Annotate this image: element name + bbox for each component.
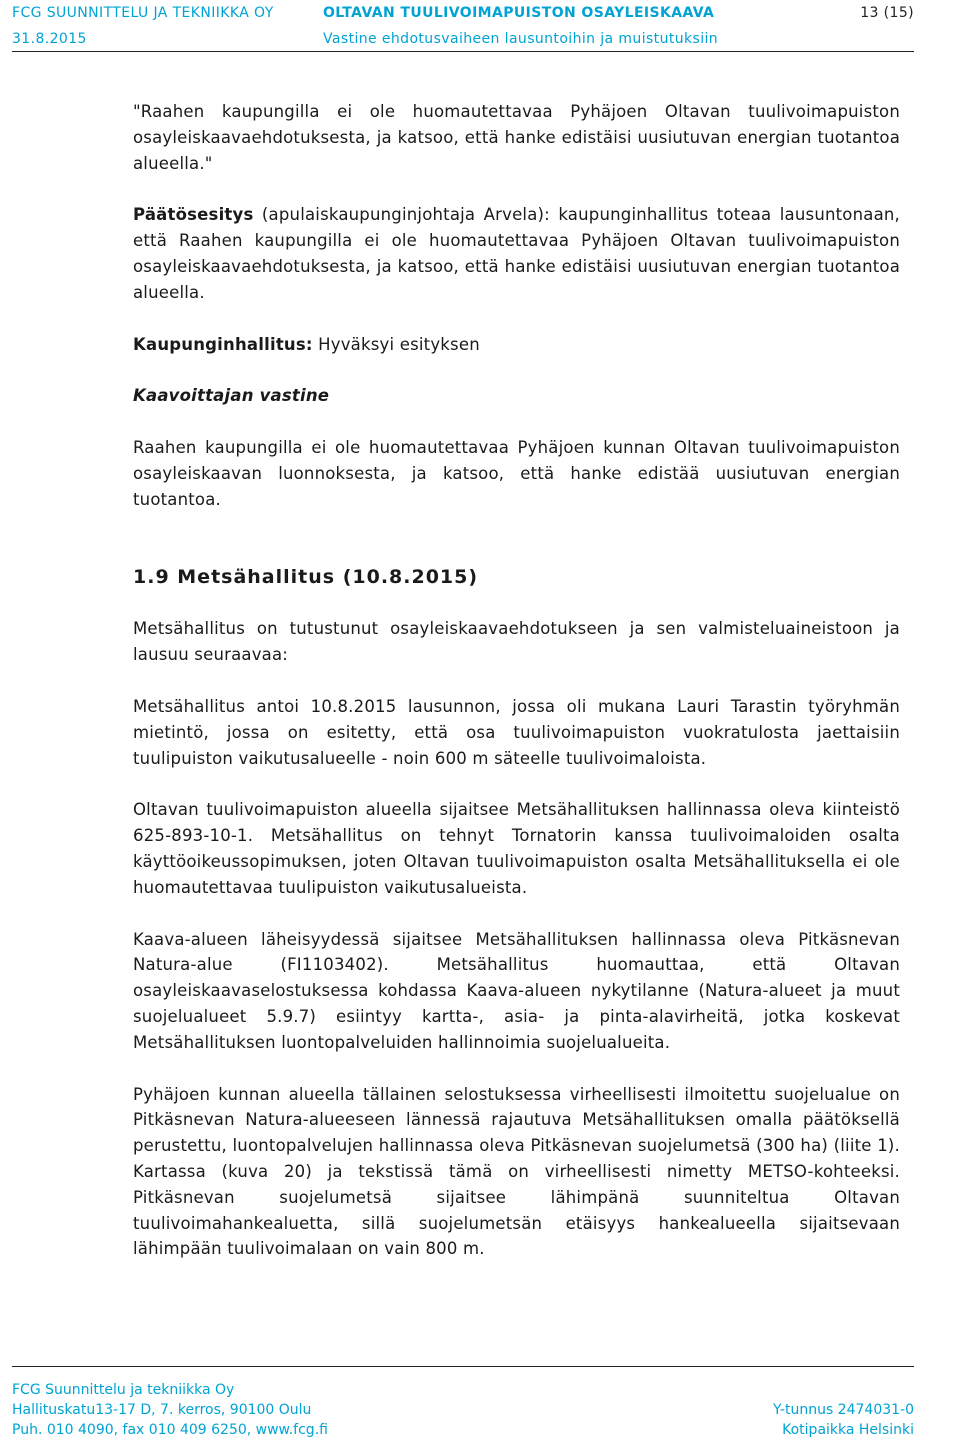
board-label: Kaupunginhallitus: — [133, 334, 313, 354]
page-header — [12, 0, 914, 52]
document-body — [133, 99, 900, 1262]
paragraph-4: Kaava-alueen läheisyydessä sijaitsee Metsähallituksen hallinnassa oleva Pitkäsnevan Natura-alue (FI1103402). Metsähallitus huomauttaa, että Oltavan osayleiskaavaselostuksessa kohdassa Kaava-alueen nykytilanne (Natura-alueet ja muut suojelualueet 5.9.7) esiintyy kartta-, asia- ja pinta-alavirheitä, jotka koskevat Metsähallituksen luontopalveluiden hallinnoimia suojelualueita. — [133, 929, 900, 1052]
proposal-text: (apulaiskaupunginjohtaja Arvela): kaupunginhallitus toteaa lausuntonaan, että Raahen kaupungilla ei ole huomautettavaa Pyhäjoen Oltavan tuulivoimapuiston osayleiskaavaehdotuksesta, ja katsoo, että hanke edistäisi uusiutuvan energian tuotantoa alueella. — [133, 205, 900, 302]
footer-address: Hallituskatu13-17 D, 7. kerros, 90100 Oulu — [12, 1402, 312, 1418]
footer-contact: Puh. 010 4090, fax 010 409 6250, www.fcg.fi — [12, 1422, 328, 1438]
section-heading: 1.9 Metsähallitus (10.8.2015) — [133, 565, 479, 588]
paragraph-1: Metsähallitus on tutustunut osayleiskaavaehdotukseen ja sen valmisteluaineistoon ja lausuu seuraavaa: — [133, 619, 900, 665]
board-text: Hyväksyi esityksen — [312, 334, 480, 354]
vastine-paragraph: Raahen kaupungilla ei ole huomautettavaa Pyhäjoen kunnan Oltavan tuulivoimapuiston osayleiskaavan luonnoksesta, ja katsoo, että hanke edistää uusiutuvan energian tuotantoa. — [133, 438, 900, 509]
header-title: OLTAVAN TUULIVOIMAPUISTON OSAYLEISKAAVA — [323, 5, 715, 21]
footer-divider — [12, 1366, 914, 1367]
vastine-heading: Kaavoittajan vastine — [133, 386, 330, 406]
footer-left — [12, 1380, 328, 1440]
paragraph-2: Metsähallitus antoi 10.8.2015 lausunnon, jossa oli mukana Lauri Tarastin työryhmän mietintö, jossa on esitetty, että osa tuulivoimapuiston vuokratulosta jaettaisiin tuulipuiston vaikutusalueelle - noin 600 m säteelle tuulivoimaloista. — [133, 696, 900, 768]
footer-domicile: Kotipaikka Helsinki — [782, 1422, 914, 1438]
quote-paragraph: "Raahen kaupungilla ei ole huomautettavaa Pyhäjoen Oltavan tuulivoimapuiston osayleiskaavaehdotuksesta, ja katsoo, että hanke edistäisi uusiutuvan energian tuotantoa alueella." — [133, 102, 900, 173]
proposal-label: Päätösesitys — [133, 205, 254, 225]
board-decision — [133, 332, 900, 358]
footer-right — [773, 1380, 914, 1440]
header-divider — [12, 51, 914, 52]
header-org: FCG SUUNNITTELU JA TEKNIIKKA OY — [12, 5, 274, 21]
header-date: 31.8.2015 — [12, 31, 87, 47]
footer-business-id: Y-tunnus 2474031-0 — [773, 1402, 914, 1418]
paragraph-3: Oltavan tuulivoimapuiston alueella sijaitsee Metsähallituksen hallinnassa oleva kiinteistö 625-893-10-1. Metsähallitus on tehnyt Tornatorin kanssa tuulivoimaloiden osalta käyttöoikeussopimuksen, joten Oltavan tuulivoimapuiston osalta Metsähallituksella ei ole huomautettavaa tuulipuiston vaikutusalueista. — [133, 800, 900, 897]
footer-company: FCG Suunnittelu ja tekniikka Oy — [12, 1382, 235, 1398]
page-number: 13 (15) — [860, 5, 914, 21]
paragraph-5: Pyhäjoen kunnan alueella tällainen selostuksessa virheellisesti ilmoitettu suojelualue on Pitkäsnevan Natura-alueeseen lännessä rajautuva Metsähallituksen omalla päätöksellä perustettu, luontopalvelujen hallinnassa oleva Pitkäsnevan suojelumetsä (300 ha) (liite 1). Kartassa (kuva 20) ja tekstissä tämä on virheellisesti nimetty METSO-kohteeksi. Pitkäsnevan suojelumetsä sijaitsee lähimpänä suunniteltua Oltavan tuulivoimahankealuetta, sillä suojelumetsän etäisyys hankealueella sijaitsevaan lähimpään tuulivoimalaan on vain 800 m. — [133, 1084, 900, 1259]
header-row-top — [12, 0, 914, 26]
header-row-bottom — [12, 26, 914, 52]
header-subtitle: Vastine ehdotusvaiheen lausuntoihin ja muistutuksiin — [323, 31, 719, 47]
proposal-paragraph — [133, 202, 900, 305]
